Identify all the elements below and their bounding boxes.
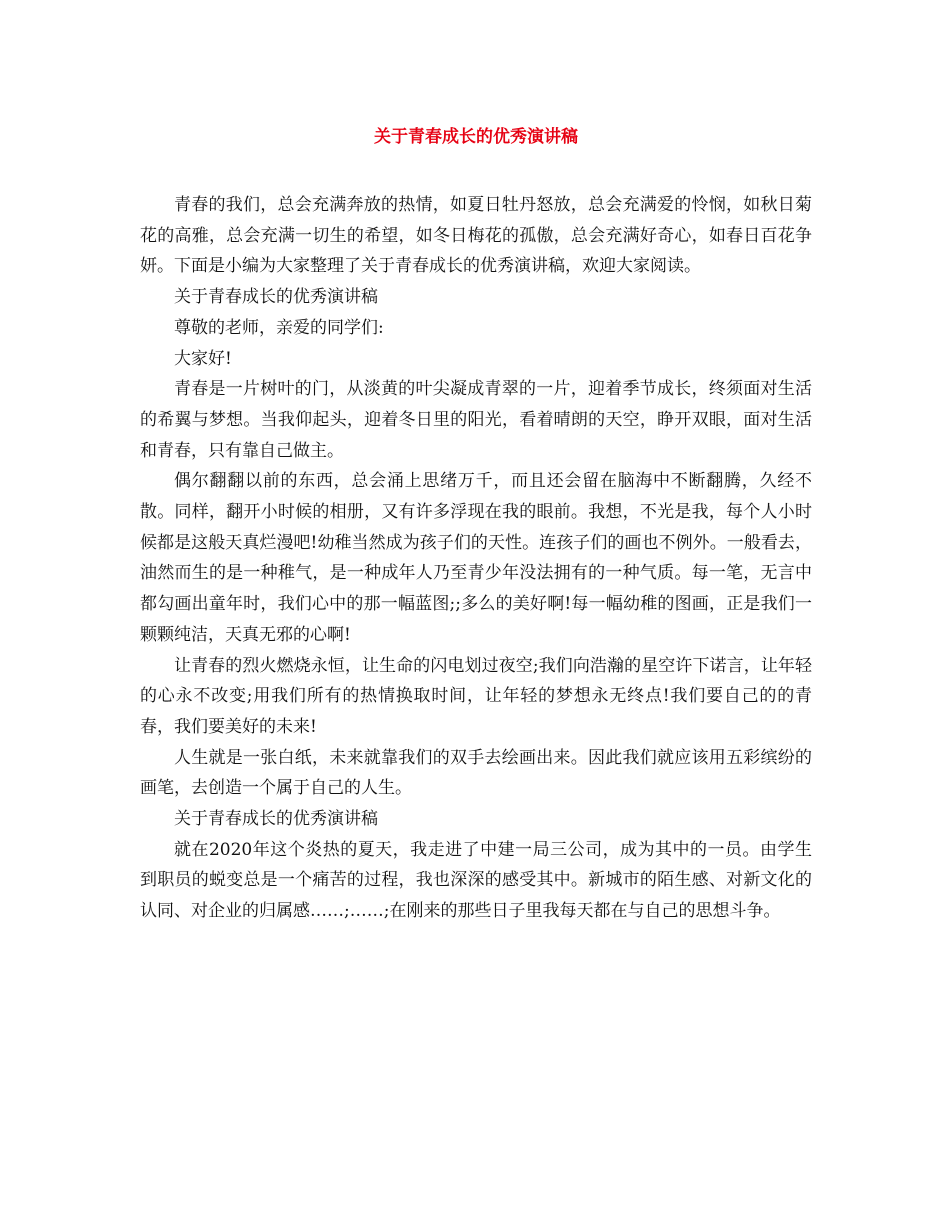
document-page: [140, 0, 812, 1230]
document-title: 关于青春成长的优秀演讲稿: [374, 127, 578, 147]
paragraph-body-3: 让青春的烈火燃烧永恒，让生命的闪电划过夜空;我们向浩瀚的星空许下诺言，让年轻的心永不改变;用我们所有的热情换取时间，让年轻的梦想永无终点!我们要自己的的青春，我们要美好的未来!: [140, 655, 812, 737]
document-body: [140, 190, 812, 927]
paragraph-body-2: 偶尔翻翻以前的东西，总会涌上思绪万千，而且还会留在脑海中不断翻腾，久经不散。同样，翻开小时候的相册，又有许多浮现在我的眼前。我想，不光是我，每个人小时候都是这般天真烂漫吧!幼稚当然成为孩子们的天性。连孩子们的画也不例外。一般看去，油然而生的是一种稚气，是一种成年人乃至青少年没法拥有的一种气质。每一笔，无言中都勾画出童年时，我们心中的那一幅蓝图;;多么的美好啊!每一幅幼稚的图画，正是我们一颗颗纯洁，天真无邪的心啊!: [140, 471, 812, 645]
paragraph-greeting: 大家好!: [174, 348, 232, 369]
paragraph-heading-1: 关于青春成长的优秀演讲稿: [174, 287, 378, 308]
paragraph-intro: 青春的我们，总会充满奔放的热情，如夏日牡丹怒放，总会充满爱的怜悯，如秋日菊花的高雅，总会充满一切生的希望，如冬日梅花的孤傲，总会充满好奇心，如春日百花争妍。下面是小编为大家整理了关于青春成长的优秀演讲稿，欢迎大家阅读。: [140, 195, 812, 277]
paragraph-salutation: 尊敬的老师，亲爱的同学们:: [174, 317, 384, 338]
paragraph-heading-2: 关于青春成长的优秀演讲稿: [174, 809, 378, 830]
paragraph-body-1: 青春是一片树叶的门，从淡黄的叶尖凝成青翠的一片，迎着季节成长，终须面对生活的希翼与梦想。当我仰起头，迎着冬日里的阳光，看着晴朗的天空，睁开双眼，面对生活和青春，只有靠自己做主。: [140, 379, 812, 461]
paragraph-body-4: 人生就是一张白纸，未来就靠我们的双手去绘画出来。因此我们就应该用五彩缤纷的画笔，去创造一个属于自己的人生。: [140, 747, 812, 799]
paragraph-body-5: 就在2020年这个炎热的夏天，我走进了中建一局三公司，成为其中的一员。由学生到职员的蜕变总是一个痛苦的过程，我也深深的感受其中。新城市的陌生感、对新文化的认同、对企业的归属感……;……;在刚来的那些日子里我每天都在与自己的思想斗争。: [140, 839, 812, 922]
